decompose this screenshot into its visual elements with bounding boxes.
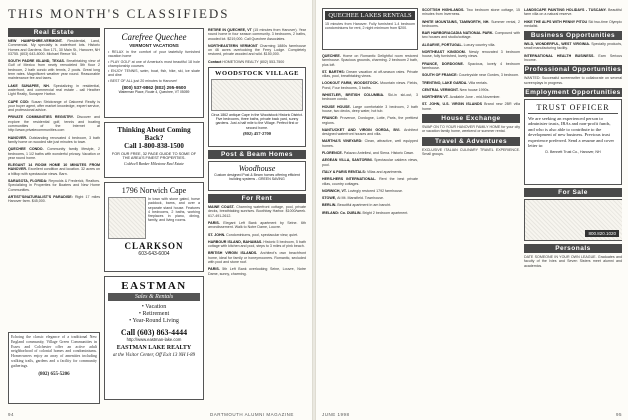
employment-header: Employment Opportunities — [525, 88, 621, 96]
listing-head: HARBOUR ISLAND, BAHAMAS. — [208, 239, 264, 244]
listing-head: QUECHEE CONDO. — [8, 147, 48, 152]
listing-head: HIKE THE ALPS WITH PENNY PITOU — [524, 19, 589, 24]
listing-body: Elegant Left Bank apartment by Seine. 6th arrondissement. Walk to Notre Dame, Louvre. — [208, 220, 306, 230]
listing-head: STOWE, — [322, 196, 338, 201]
listing-head: AEGEAN VILLA, SANTORINI. — [322, 158, 375, 163]
listing-body: Compound with two houses and studio/cottage. — [422, 31, 520, 40]
listing-item — [422, 81, 520, 85]
village-green-ad — [8, 332, 100, 404]
listing-head: ALGARVE, PORTUGAL. — [422, 42, 464, 47]
listing-head: PRIVATE COMMUNITIES REGISTRY. — [8, 115, 77, 120]
listing-item — [322, 196, 418, 200]
right-col-2 — [422, 8, 520, 408]
trust-officer-title: TRUST OFFICER — [528, 103, 618, 114]
listing-body: Countryside near Gordes, 3 bedroom. — [458, 73, 520, 78]
clarkson-name: CLARKSON — [124, 241, 184, 251]
listing-item — [208, 221, 306, 230]
listing-head: ST. JOHN, U.S. VIRGIN ISLANDS — [422, 102, 485, 107]
listing-head: WHISTLER, BRITISH COLUMBIA. — [322, 93, 388, 98]
listing-item — [208, 267, 306, 276]
quechee-lakes-ad — [322, 8, 418, 50]
listing-head: MARTHA'S VINEYARD: — [322, 139, 365, 144]
listing-item — [8, 179, 100, 192]
listing-item — [422, 102, 520, 111]
woodhouse-logo: Woodhouse — [238, 164, 276, 174]
bullet-item: • BEST OF ALL just 20 minutes to Hanover! — [108, 78, 178, 83]
listing-body: Bright 2 bedroom apartment. — [362, 210, 409, 215]
listing-item — [322, 93, 418, 102]
listing-body: Reynolds & Frederick, Realtors. Specializing in Properties for Boaters and New Home Communities. — [8, 179, 100, 192]
listing-body: Ski-in ski-out, 3 bedroom condo. — [322, 93, 418, 102]
for-sale-phone: 800.820.1020 — [585, 230, 619, 237]
post-beam-header: Post & Beam Homes — [208, 150, 306, 159]
listing-body: Community family lifestyle, 2 bedrooms, 1 1/2 baths with wonderful privacy. Vacation or year round home. — [8, 147, 100, 160]
listing-item — [208, 28, 306, 41]
listing-head: LOOKOUT FARM, WOODSTOCK. — [322, 81, 381, 86]
bullet-item: • RELAX in the comfort of your tastefully furnished vacation home — [108, 50, 200, 59]
listing-head: BRITISH VIRGIN ISLANDS. — [208, 251, 261, 256]
listing-head: SARASOTA, FLORIDA: — [8, 179, 49, 184]
listing-head: WILD, WONDERFUL, WEST VIRGINIA. — [524, 42, 592, 47]
right-col-3 — [524, 8, 622, 408]
listing-body: Specialty products, small manufacturing facility. — [524, 42, 622, 51]
for-rent-header: For Rent — [208, 194, 306, 203]
listing-body: Dream vacation at off-season rates. Private villas, pool, breathtaking views. — [322, 69, 418, 79]
listing-head: ST. BARTHS: — [322, 69, 347, 74]
listing-item — [422, 43, 520, 47]
personals-header: Personals — [524, 244, 622, 253]
listing-body: Historic 5 bedroom, 5 bath cottage with kitchen and pool, steps to 3 miles of pink beach. — [208, 239, 306, 249]
right-col-1 — [322, 8, 418, 408]
bullet-item: • ENJOY TENNIS, swim, boat, fish, hike, ski, ice skate and dine — [108, 69, 200, 78]
listing-head: ARTIST'S/NATURALIST'S PARADISE: — [8, 194, 75, 199]
listing-body: Residential, Land, Commercial. My specialty is waterfront lots. Historic Homes and Gardens. Box 171, 30 Main St., Hanover, NH 03755. (603) 643-8000. Michael Reece '64. — [8, 39, 100, 56]
listing-body: Excellent condition and location. 32 acres on a hilltop with spectacular views. Barn. — [8, 167, 100, 176]
listing-head: HANOVER. — [8, 135, 29, 140]
listing-head: QUECHEE. — [322, 54, 343, 58]
eastman-footer: EASTMAN LAKE REALTY — [116, 345, 192, 351]
real-estate-listings — [8, 39, 100, 204]
woodstock-text: Circa 1862 antique Cape in the Woodstock Historic District. Five bedrooms, three baths, private back yard, sunny gardens. Just a half mile to the Village. Perfect first or second home. — [211, 113, 303, 130]
listing-body: Available June - mid-November. — [449, 95, 501, 100]
listing-item — [8, 84, 100, 97]
listing-head: NORWICH, VT. — [322, 188, 348, 193]
listing-body: Breathtaking view of Gulf of Mexico from newly remodeled 5th floor 2 bedroom, 2 bath condo with tennis, 2 pools. Great long term rates. Magnificent weather year round. Reasonable maintenance fee and taxes. — [8, 59, 100, 81]
listing-head: NORTHEAST KINGDOM. — [422, 50, 469, 55]
woodstock-title: WOODSTOCK VILLAGE — [215, 70, 299, 78]
listing-item — [422, 95, 520, 99]
woodstock-phone: (802) 457-2700 — [242, 130, 272, 136]
listing-head: PARIS. — [208, 267, 223, 272]
woodstock-ad — [208, 67, 306, 147]
listing-item — [208, 240, 306, 249]
listing-body: Discover and explore the residential golf, tennis and boating communities of the Internet at http://www.privatecommunities.com — [8, 115, 100, 133]
listing-head: SCOTTISH HIGHLANDS. — [422, 8, 467, 12]
listing-body: 5th Left Bank overlooking Seine, Louvre, Notre Dame, sunny, charming. — [208, 267, 306, 276]
business-listings — [524, 42, 622, 62]
right-page-number: 95 — [615, 412, 622, 417]
listing-body: Charming waterfront cottage, pool, private decks, breathtaking sunrises. Boothbay Harbor. $1000/week. 617-491-2612. — [208, 205, 306, 218]
listing-item — [322, 81, 418, 90]
listing-body: Beautiful farm villa on a natural reserve. — [524, 8, 622, 17]
carefree-quechee-ad — [104, 28, 204, 118]
listing-head: WHITE MOUNTAINS, TAMWORTH, NH. — [422, 19, 492, 24]
listing-item — [422, 88, 520, 92]
left-page — [0, 0, 312, 420]
listing-head: FRANCE, DORDOGNE. — [422, 61, 468, 66]
listing-item — [208, 60, 306, 64]
right-page — [316, 0, 628, 420]
listing-head: CAPE COD: — [8, 99, 32, 104]
listing-body: Ski two-time Olympic medalist. — [524, 19, 622, 28]
listing-item — [524, 54, 622, 63]
listing-body: Home on Romantic Delightful room restored farmhouse. Spacious grounds, charming. 2 bedroom 2 bath, plus loft. — [322, 54, 418, 67]
listing-head: IRELAND: Co. DUBLIN. — [322, 210, 363, 215]
eastman-phone: Call (603) 863-4444 — [120, 328, 188, 337]
travel-text: EXCLUSIVE ITALIAN CULINARY TRAVEL EXPERIENCE. Small groups. — [422, 147, 520, 156]
listing-body: Brand new 2BR villa home. — [422, 102, 520, 111]
listing-item — [524, 8, 622, 17]
listing-body: Susan Strickrange of Oakcrest Realty is your buyer agent, offer market knowledge, expert service, and professional advice. — [8, 99, 100, 113]
bullet-item: • Vacation — [141, 304, 167, 310]
listing-body: Specializing in residential, waterfront, and commercial real estate - call Heather Light Realty, Sunapee Harbor. — [8, 83, 100, 97]
listing-head: INTERNATIONAL HEALTH BUSINESS. — [524, 53, 599, 58]
village-green-phone: (802) 655-5206 — [38, 371, 70, 377]
listing-item — [422, 8, 520, 17]
quechee-lakes-title: QUECHEE LAKES RENTALS — [325, 11, 415, 20]
listing-item — [422, 73, 520, 77]
carefree-bullets — [108, 50, 200, 83]
listing-item — [322, 105, 418, 114]
listing-item — [322, 128, 418, 137]
professional-header: Professional Opportunities — [524, 66, 622, 74]
listing-item — [322, 158, 418, 167]
listing-body: Condominiums, pool, spectacular view, quiet. — [226, 232, 299, 237]
left-page-number: 94 — [8, 412, 15, 417]
listing-item — [322, 54, 418, 67]
listing-item — [322, 151, 418, 155]
bullet-item: • Year-Round Living — [129, 318, 179, 324]
listing-item — [208, 44, 306, 57]
coming-back-text: FOR OUR FREE, 32 PAGE GUIDE TO SOME OF THE AREA'S FINEST PROPERTIES. — [111, 152, 197, 160]
listing-body: HOMETOWN REALTY (802) 553-7500 — [222, 59, 285, 64]
listing-item — [8, 39, 100, 56]
listing-head: BAR HARBOR/ACADIA NATIONAL PARK. — [422, 31, 495, 36]
left-col-3 — [208, 28, 306, 408]
listing-body: Outstanding renovated 4 bedroom, 3 bath family home on wooded site just minutes to town. — [8, 135, 100, 144]
left-col-1 — [8, 28, 100, 328]
professional-text: WANTED: Successful screenwriter to collaborate on several screenplays in progress. — [524, 76, 622, 85]
listing-item — [524, 42, 622, 51]
listing-body: Right 17 miles Hanover farm. $45,000. — [8, 194, 100, 204]
coming-back-sig: Coldwell Banker Milestone Real Estate — [124, 162, 184, 166]
listing-body: Provence, Dordogne, Lotte, Paris, the prettiest regions. — [322, 116, 418, 125]
listing-head: NANTUCKET AND VIRGIN GORDA, BVI. — [322, 127, 405, 132]
listing-head: FLORENCE. — [322, 151, 344, 156]
listing-item — [8, 195, 100, 204]
listing-item — [8, 59, 100, 80]
listing-head: HERS-HERS INTERNATIONAL. — [322, 177, 380, 182]
issue-date: JUNE 1998 — [322, 412, 350, 417]
listing-body: (15 minutes from Hanover). Year round home in four season community. 3 bedrooms, 2 baths, wooded lot. $219,000. Call Quechee Associates. — [208, 28, 306, 41]
listing-body: Clean, attractive, well equipped homes. — [322, 139, 418, 148]
listing-body: Two bedroom stone cottage, 15 minutes from Inverness. — [422, 8, 520, 17]
listing-body: Spacious, lovely 4 bedroom farmhouse. — [422, 61, 520, 70]
listing-item — [422, 20, 520, 29]
listing-item — [208, 251, 306, 264]
listing-body: Lovingly restored 1792 farmhouse. — [347, 188, 404, 193]
listing-body: Palazzo Antellesi, and Siena. Historic Dawn. — [343, 151, 415, 156]
real-estate-header: Real Estate — [8, 28, 100, 37]
listing-head: SOUTH OF FRANCE: — [422, 73, 459, 78]
listing-body: At Mt. Mansfield. Townhouse. — [337, 196, 384, 201]
listing-head: CENTRAL VERMONT. — [422, 87, 460, 92]
listing-item — [322, 203, 418, 207]
listing-body: Rent the best private villas, country cottages. — [322, 177, 418, 186]
right-col-2-listings — [422, 8, 520, 111]
coming-back-phone: Call 1-800-838-1500 — [124, 142, 184, 150]
clarkson-phone: 603-643-6004 — [138, 251, 170, 257]
left-col-2 — [104, 28, 204, 408]
listing-body: Beautiful apartment in am bancht. — [337, 203, 392, 208]
listing-item — [8, 100, 100, 113]
listing-head: TRENTINO, LAKE GARDA. — [422, 80, 469, 85]
masthead: THIS MONTH'S CLASSIFIEDS — [8, 6, 230, 21]
trust-officer-ad — [524, 99, 622, 185]
house-photo — [108, 197, 146, 239]
quechee-lakes-text: 15 minutes from Hanover. Fully furnished 1-4 bedroom condominiums for rent, 2 night minimum from $200. — [325, 22, 415, 31]
coming-back-ad — [104, 122, 204, 178]
bullet-item: • PLAY GOLF at one of America's most beautiful 18 hole championship courses — [108, 59, 200, 68]
house-exchange-text: SWAP ON TO YOUR HANOVER FAMILY HOME for your city or vacation family home, weekend or summer rental. — [422, 125, 520, 134]
eastman-items — [108, 304, 200, 325]
eastman-web[interactable]: http://www.eastman-lake.com — [126, 337, 182, 342]
listing-item — [322, 211, 418, 215]
listing-body: Large comfortable 3 bedroom, 2 bath house, two decks, deep water, hot tub. — [322, 104, 418, 113]
listing-body: Charming 1880s farmhouse on 46 acres overlooking the Ferry Lodge. Completely restored, private wooded and wild. $150,000. — [208, 43, 306, 57]
for-sale-header: For Sale — [524, 188, 622, 197]
house-exchange-header: House Exchange — [422, 114, 520, 123]
bullet-item: • Retirement — [138, 311, 170, 317]
listing-body: Newly renovated 3 bedroom house, fully furnished, lovely views. — [422, 50, 520, 59]
right-col-1-listings — [322, 54, 418, 215]
travel-header: Travel & Adventures — [422, 137, 520, 146]
listing-item — [8, 115, 100, 132]
magazine-name: DARTMOUTH ALUMNI MAGAZINE — [210, 412, 294, 417]
listing-item — [322, 70, 418, 79]
listing-item — [322, 170, 418, 174]
listing-item — [8, 163, 100, 176]
listing-item — [322, 139, 418, 148]
woodstock-photo — [211, 79, 303, 111]
listing-item — [208, 233, 306, 237]
listing-head: BERLIN. — [322, 203, 338, 208]
woodhouse-ad — [208, 161, 306, 191]
listing-head: NORTHEASTERN VERMONT — [208, 43, 260, 48]
carefree-tagline: VERMONT VACATIONS — [129, 43, 179, 48]
listing-head: PARIS. — [208, 220, 224, 225]
trust-officer-text: We are seeking an experienced person to administer trusts, IRAs and non-profit funds, and who is also able to contribute to the development of new business. Previous trust experience preferred. Send a resume and cover letter to: — [528, 115, 615, 148]
trust-officer-address: D. Bennett Trust Co., Hanover, NH — [545, 150, 601, 155]
listing-item — [322, 189, 418, 193]
listing-head: SOUTH PADRE ISLAND, TEXAS. — [8, 59, 67, 64]
business-header: Business Opportunities — [524, 31, 622, 40]
listing-head: MAINE COAST. — [208, 205, 237, 210]
carefree-address: Waterman Place, Route 4, Quechee, VT 05059 — [118, 90, 190, 95]
listing-head: ITALY & PARIS RENTALS: — [322, 169, 367, 174]
left-col-3-listings — [208, 28, 306, 64]
listing-body: Luxury country villa. — [463, 42, 496, 47]
listing-item — [208, 205, 306, 218]
listing-head: ELEGANT 14 ROOM HOME 10 MINUTES FROM HANOVER. — [8, 163, 100, 172]
listing-body: Villa rentals. — [468, 80, 488, 85]
listing-body: Summer rental, 2 bedrooms. — [422, 19, 520, 28]
coming-back-title: Thinking About Coming Back? — [117, 126, 191, 142]
listing-head: FRANCE: — [322, 116, 340, 121]
listing-head: ST. JOHN. — [208, 232, 227, 237]
personals-text: DATE SOMEONE IN YOUR OWN LEAGUE. Graduates and faculty of the Ivies and Seven Sisters meet alumni and academics. — [524, 254, 622, 268]
right-col-3-listings — [524, 8, 622, 28]
eastman-ad — [104, 276, 204, 400]
listing-body: Spectacular caldera views, pool. — [322, 158, 418, 167]
carefree-phones: (800) 537-9862 (802) 295-9500 — [121, 85, 187, 91]
listing-item — [524, 20, 622, 29]
listing-body: Earn Serious Income. — [524, 53, 622, 63]
listing-body: Villas and apartments. — [366, 169, 403, 174]
listing-item — [8, 136, 100, 145]
carefree-logo: Carefree Quechee — [121, 32, 187, 42]
listing-body: Mountain views. Fields, Pond, Four bedrooms, 3 baths. — [322, 81, 418, 90]
eastman-visit: at the Visitor Center, Off Exit 13 NH I-89 — [112, 353, 196, 358]
listing-item — [8, 147, 100, 160]
listing-item — [322, 177, 418, 186]
listing-head: LANDSCAPE PAINTING HOLIDAYS - TUSCANY. — [524, 8, 608, 12]
listing-item — [322, 116, 418, 125]
listing-item — [422, 50, 520, 59]
listing-head: NORTHERN VT. — [422, 95, 450, 100]
listing-item — [422, 31, 520, 40]
woodhouse-text: Custom designed Post & Beam homes offering efficient building systems - GREEN SAVING — [214, 173, 300, 182]
for-rent-listings — [208, 205, 306, 276]
listing-head: Contact — [208, 59, 223, 64]
listing-body: New house 1990s. — [459, 87, 490, 92]
listing-body: Architect designed waterfront houses and villa. — [322, 127, 418, 137]
listing-item — [422, 62, 520, 71]
village-green-text: Echoing the classic elegance of a traditional New England community, Village Green Communities in Essex and Colchester offer an active adult neighborhood of colonial homes and condominiums. Homeowners enjoy an array of amenities including walking trails, gardens and a facility for community gatherings. — [11, 335, 97, 368]
norwich-cape-ad — [104, 182, 204, 272]
eastman-name: EASTMAN — [121, 280, 187, 292]
norwich-cape-title: 1796 Norwich Cape — [121, 186, 187, 195]
norwich-cape-text: In town with stone gated, horse paddock, barns, and over a separate stand house. Features 4 bedrooms, 2 baths, working fireplaces in piano, dining, family, and living rooms. — [148, 197, 200, 223]
listing-head: HOUSE HOUSE. — [322, 104, 353, 109]
for-sale-ad — [524, 199, 622, 241]
listing-head: NEW HAMPSHIRE-VERMONT. — [8, 39, 68, 43]
eastman-sub: Sales & Rentals — [108, 293, 200, 301]
listing-head: RETIRE IN QUECHEE, VT — [208, 28, 254, 32]
listing-body: Architect's own beachfront home, ideal for family or honeymooners. Romantic, secluded with pool and stone roof. — [208, 251, 306, 265]
listing-head: LAKE SUNAPEE, NH. — [8, 83, 54, 88]
